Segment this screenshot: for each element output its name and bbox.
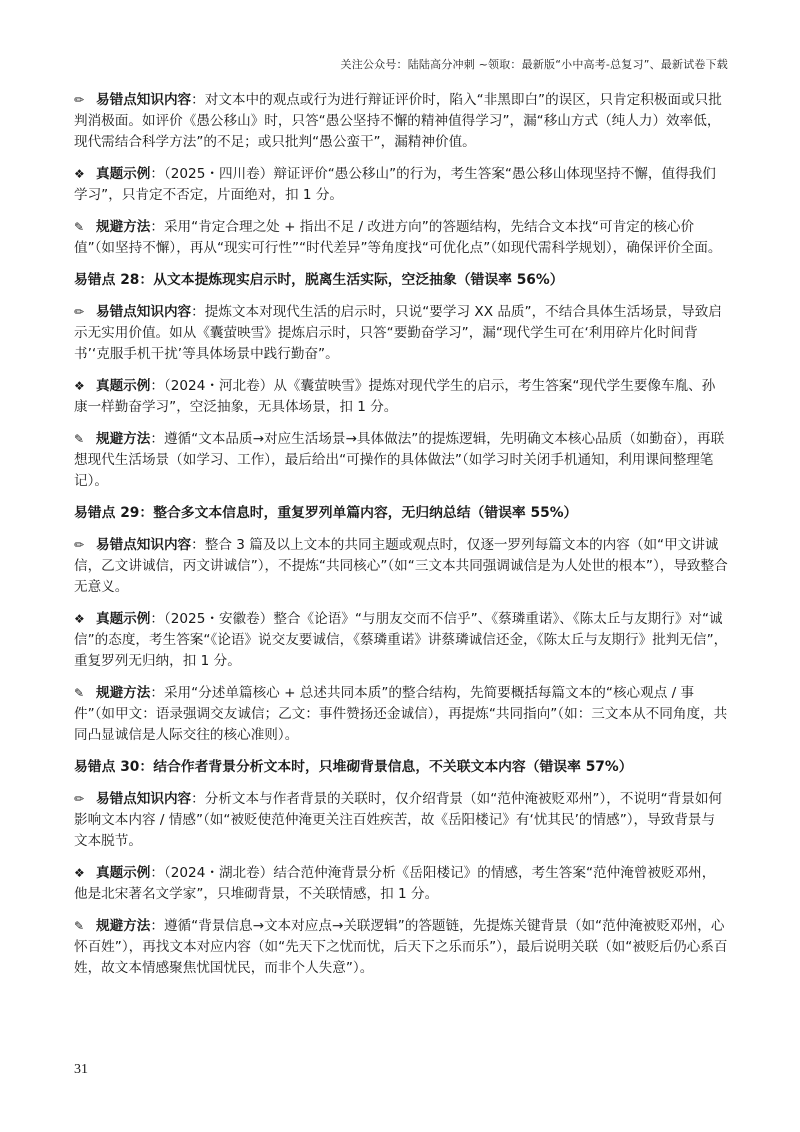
- knowledge-label: 易错点知识内容: [96, 537, 192, 553]
- knowledge-paragraph: [74, 535, 728, 598]
- page-number: 31: [74, 1062, 88, 1077]
- knowledge-paragraph: [74, 90, 728, 153]
- avoid-text: ：遵循“文本品质→对应生活场景→具体做法”的提炼逻辑，先明确文本核心品质（如勤奋），再联想现代生活场景（如学习、工作），最后给出“可操作的具体做法”（如学习时关闭手机通知，利用课间整理笔记）。: [74, 431, 725, 489]
- example-label: 真题示例: [96, 611, 151, 627]
- knowledge-paragraph: [74, 789, 728, 852]
- section-heading: 易错点 28：从文本提炼现实启示时，脱离生活实际，空泛抽象（错误率 56%）: [74, 272, 564, 288]
- knowledge-label: 易错点知识内容: [96, 791, 192, 807]
- example-paragraph: [74, 863, 728, 905]
- example-text: ：（2025・安徽卷）整合《论语》“与朋友交而不信乎”、《蔡璘重诺》、《陈太丘与友期行》对“诚信”的态度，考生答案“《论语》说交友要诚信，《蔡璘重诺》讲蔡璘诚信还金，《陈太丘与友期行》批判无信”，重复罗列无归纳，扣 1 分。: [74, 611, 728, 669]
- pen-icon: ✎: [74, 432, 85, 446]
- avoid-text: ：采用“肯定合理之处 + 指出不足 / 改进方向”的答题结构，先结合文本找“可肯定的核心价值”（如坚持不懈），再从“现实可行性”“时代差异”等角度找“可优化点”（如现代需科学规划），确保评价全面。: [74, 219, 722, 256]
- section-heading: 易错点 29：整合多文本信息时，重复罗列单篇内容，无归纳总结（错误率 55%）: [74, 505, 578, 521]
- avoid-text: ：遵循“背景信息→文本对应点→关联逻辑”的答题链，先提炼关键背景（如“范仲淹被贬邓州，心怀百姓”），再找文本对应内容（如“先天下之忧而忧，后天下之乐而乐”），最后说明关联（如“被贬后仍心系百姓，故文本情感聚焦忧国忧民，而非个人失意”）。: [74, 918, 728, 976]
- knowledge-text: ：分析文本与作者背景的关联时，仅介绍背景（如“范仲淹被贬邓州”），不说明“背景如何影响文本内容 / 情感”（如“被贬使范仲淹更关注百姓疾苦，故《岳阳楼记》有‘忧其民’的情感”），导致背景与文本脱节。: [74, 791, 723, 849]
- example-text: ：（2025・四川卷）辩证评价“愚公移山”的行为，考生答案“愚公移山体现坚持不懈，值得我们学习”，只肯定不否定，片面绝对，扣 1 分。: [74, 166, 716, 203]
- document-body: [74, 90, 728, 990]
- example-text: ：（2024・湖北卷）结合范仲淹背景分析《岳阳楼记》的情感，考生答案“范仲淹曾被贬邓州，他是北宋著名文学家”，只堆砌背景，不关联情感，扣 1 分。: [74, 865, 716, 902]
- pencil-icon: ✏: [74, 93, 85, 107]
- pencil-icon: ✏: [74, 792, 85, 806]
- avoid-paragraph: [74, 429, 728, 492]
- example-label: 真题示例: [96, 166, 151, 182]
- pen-icon: ✎: [74, 919, 85, 933]
- avoid-label: 规避方法: [96, 685, 151, 701]
- diamond-bullet-icon: ❖: [74, 612, 85, 626]
- example-label: 真题示例: [96, 865, 151, 881]
- diamond-bullet-icon: ❖: [74, 379, 85, 393]
- avoid-paragraph: [74, 217, 728, 259]
- example-paragraph: [74, 376, 728, 418]
- pen-icon: ✎: [74, 686, 85, 700]
- avoid-paragraph: [74, 916, 728, 979]
- avoid-text: ：采用“分述单篇核心 + 总述共同本质”的整合结构，先简要概括每篇文本的“核心观点 / 事件”（如甲文：语录强调交友诚信；乙文：事件赞扬还金诚信），再提炼“共同指向”（如：三文本从不同角度，共同凸显诚信是人际交往的核心准则）。: [74, 685, 728, 743]
- example-paragraph: [74, 164, 728, 206]
- knowledge-text: ：对文本中的观点或行为进行辩证评价时，陷入“非黑即白”的误区，只肯定积极面或只批判消极面。如评价《愚公移山》时，只答“愚公坚持不懈的精神值得学习”，漏“移山方式（纯人力）效率低，现代需结合科学方法”的不足；或只批判“愚公蛮干”，漏精神价值。: [74, 92, 722, 150]
- diamond-bullet-icon: ❖: [74, 167, 85, 181]
- avoid-paragraph: [74, 683, 728, 746]
- pen-icon: ✎: [74, 220, 85, 234]
- avoid-label: 规避方法: [96, 219, 151, 235]
- example-text: ：（2024・河北卷）从《囊萤映雪》提炼对现代学生的启示，考生答案“现代学生要像车胤、孙康一样勤奋学习”，空泛抽象，无具体场景，扣 1 分。: [74, 378, 716, 415]
- knowledge-text: ：整合 3 篇及以上文本的共同主题或观点时，仅逐一罗列每篇文本的内容（如“甲文讲诚信，乙文讲诚信，丙文讲诚信”），不提炼“共同核心”（如“三文本共同强调诚信是为人处世的根本”），导致整合无意义。: [74, 537, 728, 595]
- avoid-label: 规避方法: [96, 918, 151, 934]
- knowledge-label: 易错点知识内容: [96, 92, 192, 108]
- diamond-bullet-icon: ❖: [74, 866, 85, 880]
- avoid-label: 规避方法: [96, 431, 151, 447]
- example-paragraph: [74, 609, 728, 672]
- section-heading: 易错点 30：结合作者背景分析文本时，只堆砌背景信息，不关联文本内容（错误率 57%）: [74, 759, 633, 775]
- example-label: 真题示例: [96, 378, 151, 394]
- knowledge-label: 易错点知识内容: [96, 304, 192, 320]
- knowledge-paragraph: [74, 302, 728, 365]
- page-header: 关注公众号：陆陆高分冲刺 ~领取：最新版“小中高考-总复习”、最新试卷下载: [340, 58, 728, 71]
- knowledge-text: ：提炼文本对现代生活的启示时，只说“要学习 XX 品质”，不结合具体生活场景，导致启示无实用价值。如从《囊萤映雪》提炼启示时，只答“要勤奋学习”，漏“现代学生可在‘利用碎片化时间背书’‘克服手机干扰’等具体场景中践行勤奋”。: [74, 304, 722, 362]
- pencil-icon: ✏: [74, 538, 85, 552]
- pencil-icon: ✏: [74, 305, 85, 319]
